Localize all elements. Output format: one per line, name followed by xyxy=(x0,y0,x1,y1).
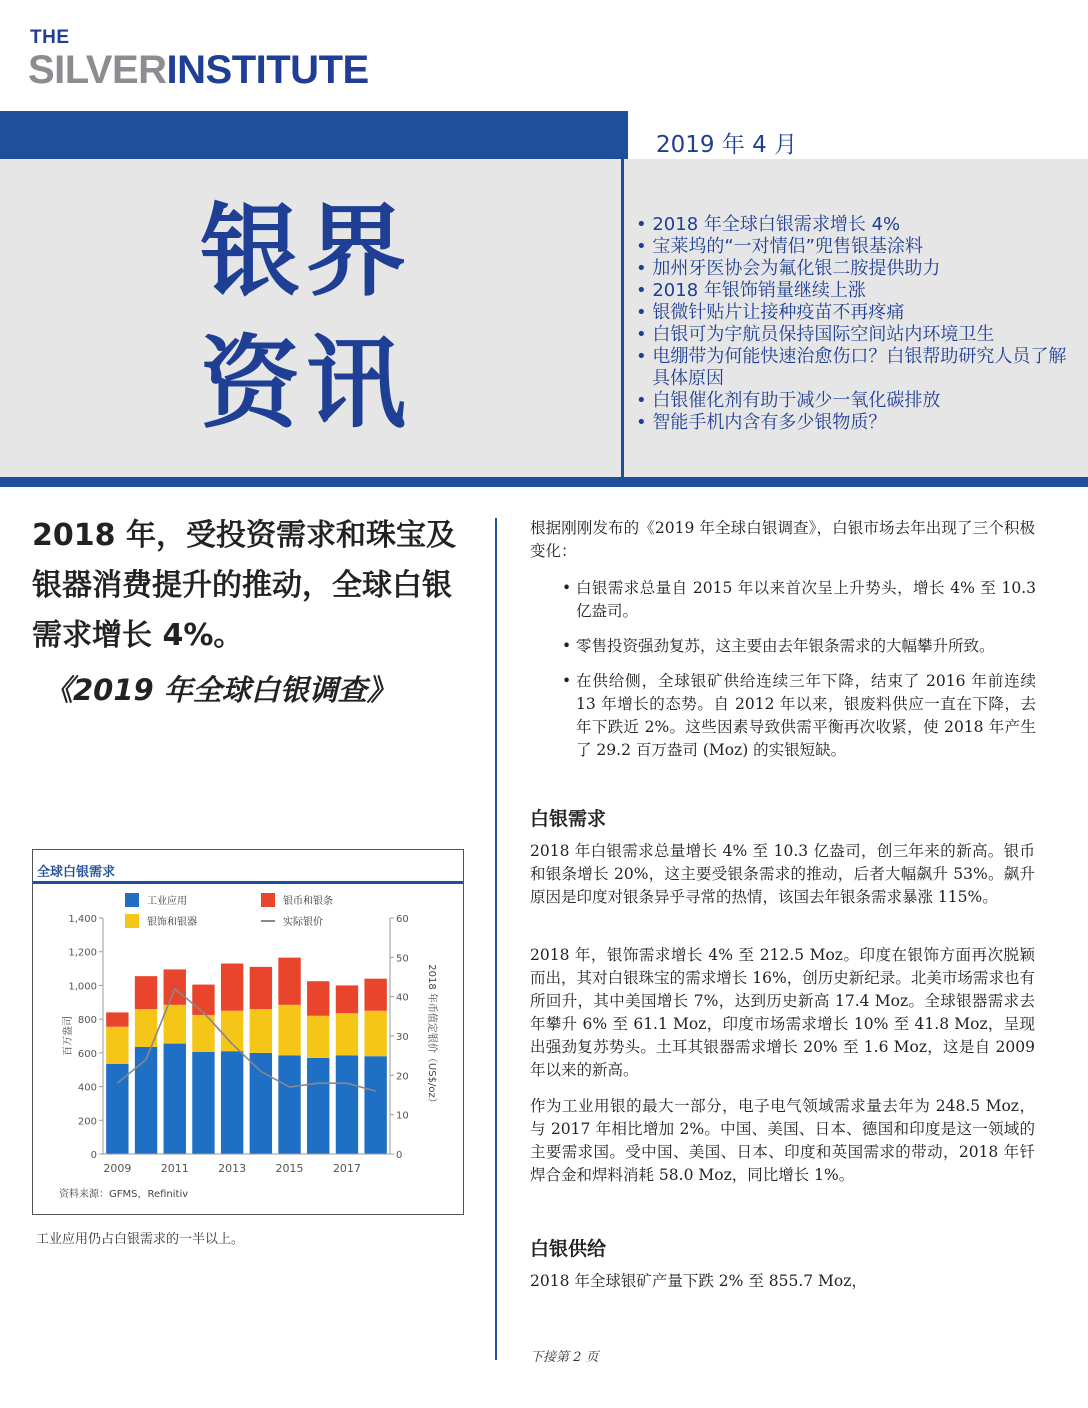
newsletter-title xyxy=(200,185,430,449)
bar-segment xyxy=(164,1005,186,1044)
chart-title: 全球白银需求 xyxy=(37,865,116,880)
paragraph: 2018 年白银需求总量增长 4% 至 10.3 亿盎司，创三年来的新高。银币和银条增长 20%，这主要受银条需求的推动，后者大幅飙升 53%。飙升原因是印度对银条异乎寻常的热情，该国去年银条需求暴涨 115%。 xyxy=(530,842,1035,906)
y-tick-label: 200 xyxy=(77,1116,97,1128)
legend-swatch xyxy=(261,893,275,907)
y2-tick-label: 40 xyxy=(396,992,409,1004)
x-tick-label: 2013 xyxy=(218,1162,247,1175)
bar-segment xyxy=(221,964,243,1011)
bar-segment xyxy=(278,1005,300,1056)
intro-bullet: • 零售投资强劲复苏，这主要由去年银条需求的大幅攀升所致。 xyxy=(562,635,1036,658)
logo-silver: SILVER xyxy=(28,48,167,92)
bar-segment xyxy=(364,979,386,1011)
headline-item[interactable]: • 电绷带为何能快速治愈伤口？白银帮助研究人员了解具体原因 xyxy=(636,346,1067,389)
intro-bullet: • 白银需求总量自 2015 年以来首次呈上升势头，增长 4% 至 10.3 亿盎司。 xyxy=(562,577,1036,623)
intro-bullet-list xyxy=(562,577,1036,774)
newsletter-title-line2: 资讯 xyxy=(200,324,412,442)
y2-tick-label: 0 xyxy=(396,1150,403,1161)
intro-bullet: • 在供给侧，全球银矿供给连续三年下降，结束了 2016 年前连续 13 年增长的态势。自 2012 年以来，银废料供应一直在下降，去年下跌近 2%。这些因素导致供需平衡再次收紧，使 2018 年产生了 29.2 百万盎司 (Moz) 的实银短缺。 xyxy=(562,670,1036,762)
banner-divider xyxy=(621,111,624,477)
bar-segment xyxy=(106,1027,128,1064)
bar-segment xyxy=(135,1047,157,1154)
bar-segment xyxy=(221,1051,243,1154)
bar-segment xyxy=(106,1012,128,1026)
legend-label: 实际银价 xyxy=(283,917,323,928)
headline-item[interactable]: • 银微针贴片让接种疫苗不再疼痛 xyxy=(636,302,905,323)
chart-source: 资料来源：GFMS，Refinitiv xyxy=(59,1189,189,1200)
issue-date: 2019 年 4 月 xyxy=(656,132,798,158)
y-tick-label: 400 xyxy=(77,1082,97,1094)
x-tick-label: 2015 xyxy=(275,1162,304,1175)
legend-swatch xyxy=(125,914,139,928)
newsletter-title-line1: 银界 xyxy=(200,192,412,310)
legend-label: 银币和银条 xyxy=(283,896,333,907)
article-intro: 根据刚刚发布的《2019 年全球白银调查》，白银市场去年出现了三个积极变化： xyxy=(530,519,1035,560)
bar-segment xyxy=(307,1058,329,1154)
bar-segment xyxy=(278,958,300,1005)
y-tick-label: 0 xyxy=(90,1150,97,1161)
y2-axis-label: 2018 年币值定银价（US$/oz） xyxy=(426,964,437,1108)
y-tick-label: 1,000 xyxy=(68,981,97,993)
bar-segment xyxy=(307,981,329,1016)
headline-list xyxy=(636,214,1076,434)
y-tick-label: 1,200 xyxy=(68,947,97,959)
headline-item[interactable]: • 加州牙医协会为氟化银二胺提供助力 xyxy=(636,258,941,279)
section-heading-supply: 白银供给 xyxy=(530,1238,607,1260)
y2-tick-label: 10 xyxy=(396,1110,409,1122)
logo xyxy=(28,47,369,93)
x-tick-label: 2017 xyxy=(332,1162,361,1175)
headline-item[interactable]: • 白银催化剂有助于减少一氧化碳排放 xyxy=(636,390,941,411)
y-tick-label: 1,400 xyxy=(68,914,97,925)
demand-chart xyxy=(32,849,464,1215)
logo-the: THE xyxy=(30,27,70,48)
bar-segment xyxy=(278,1055,300,1154)
legend-label: 工业应用 xyxy=(147,896,187,907)
legend-label: 银饰和银器 xyxy=(147,917,197,928)
paragraph: 2018 年全球银矿产量下跌 2% 至 855.7 Moz， xyxy=(530,1272,867,1290)
headline-item[interactable]: • 2018 年全球白银需求增长 4% xyxy=(636,214,901,235)
bar-segment xyxy=(192,985,214,1015)
bar-segment xyxy=(250,1009,272,1053)
bar-segment xyxy=(336,985,358,1013)
bar-segment xyxy=(250,1053,272,1154)
headline-item[interactable]: • 宝莱坞的“一对情侣”兜售银基涂料 xyxy=(636,236,923,257)
y2-tick-label: 50 xyxy=(396,953,409,965)
bar-segment xyxy=(364,1011,386,1057)
headline-item[interactable]: • 2018 年银饰销量继续上涨 xyxy=(636,280,866,301)
bar-segment xyxy=(336,1013,358,1055)
logo-institute: INSTITUTE xyxy=(166,48,369,92)
x-tick-label: 2009 xyxy=(103,1162,132,1175)
chart-caption: 工业应用仍占白银需求的一半以上。 xyxy=(36,1232,245,1247)
y2-tick-label: 20 xyxy=(396,1071,409,1083)
column-divider xyxy=(495,518,497,1360)
continued-note[interactable]: 下接第 2 页 xyxy=(530,1350,599,1365)
bar-segment xyxy=(164,1044,186,1154)
y2-tick-label: 60 xyxy=(396,914,409,925)
bar-segment xyxy=(164,969,186,1004)
bar-segment xyxy=(221,1011,243,1051)
paragraph: 2018 年，银饰需求增长 4% 至 212.5 Moz。印度在银饰方面再次脱颖而出，其对白银珠宝的需求增长 16%，创历史新纪录。北美市场需求也有所回升，其中美国增长 7%，达到历史新高 17.4 Moz。全球银器需求去年攀升 6% 至 61.1 Moz，印度市场需求增长 10% 至 41.8 Moz，呈现出强劲复苏势头。土耳其银器需求增长 20% 至 1.6 Moz，这是自 2009 年以来的新高。 xyxy=(530,946,1035,1079)
paragraph: 作为工业用银的最大一部分，电子电气领域需求量去年为 248.5 Moz，与 2017 年相比增加 2%。中国、美国、日本、德国和印度是这一领域的主要需求国。受中国、美国、日本、印度和英国需求的带动，2018 年钎焊合金和焊料消耗 58.0 Moz，同比增长 1%。 xyxy=(530,1097,1035,1184)
bar-segment xyxy=(307,1016,329,1058)
y2-tick-label: 30 xyxy=(396,1032,409,1043)
headline-item[interactable]: • 智能手机内含有多少银物质？ xyxy=(636,412,887,433)
lead-headline: 2018 年，受投资需求和珠宝及银器消费提升的推动，全球白银需求增长 4%。 xyxy=(32,518,456,653)
lead-subtitle: 《2019 年全球白银调查》 xyxy=(44,673,396,707)
bar-segment xyxy=(364,1056,386,1154)
chart-title-rule xyxy=(33,881,463,884)
x-tick-label: 2011 xyxy=(160,1162,189,1175)
bar-segment xyxy=(336,1055,358,1154)
banner-bottom-bar xyxy=(0,477,1088,487)
chart-canvas xyxy=(33,850,463,1214)
y-tick-label: 800 xyxy=(77,1015,97,1027)
y-axis-label: 百万盎司 xyxy=(63,1016,74,1056)
legend-swatch xyxy=(125,893,139,907)
section-heading-demand: 白银需求 xyxy=(530,808,607,830)
y-tick-label: 600 xyxy=(77,1048,97,1060)
headline-item[interactable]: • 白银可为宇航员保持国际空间站内环境卫生 xyxy=(636,324,995,345)
bar-segment xyxy=(250,967,272,1009)
bar-segment xyxy=(192,1052,214,1154)
bar-segment xyxy=(135,976,157,1009)
